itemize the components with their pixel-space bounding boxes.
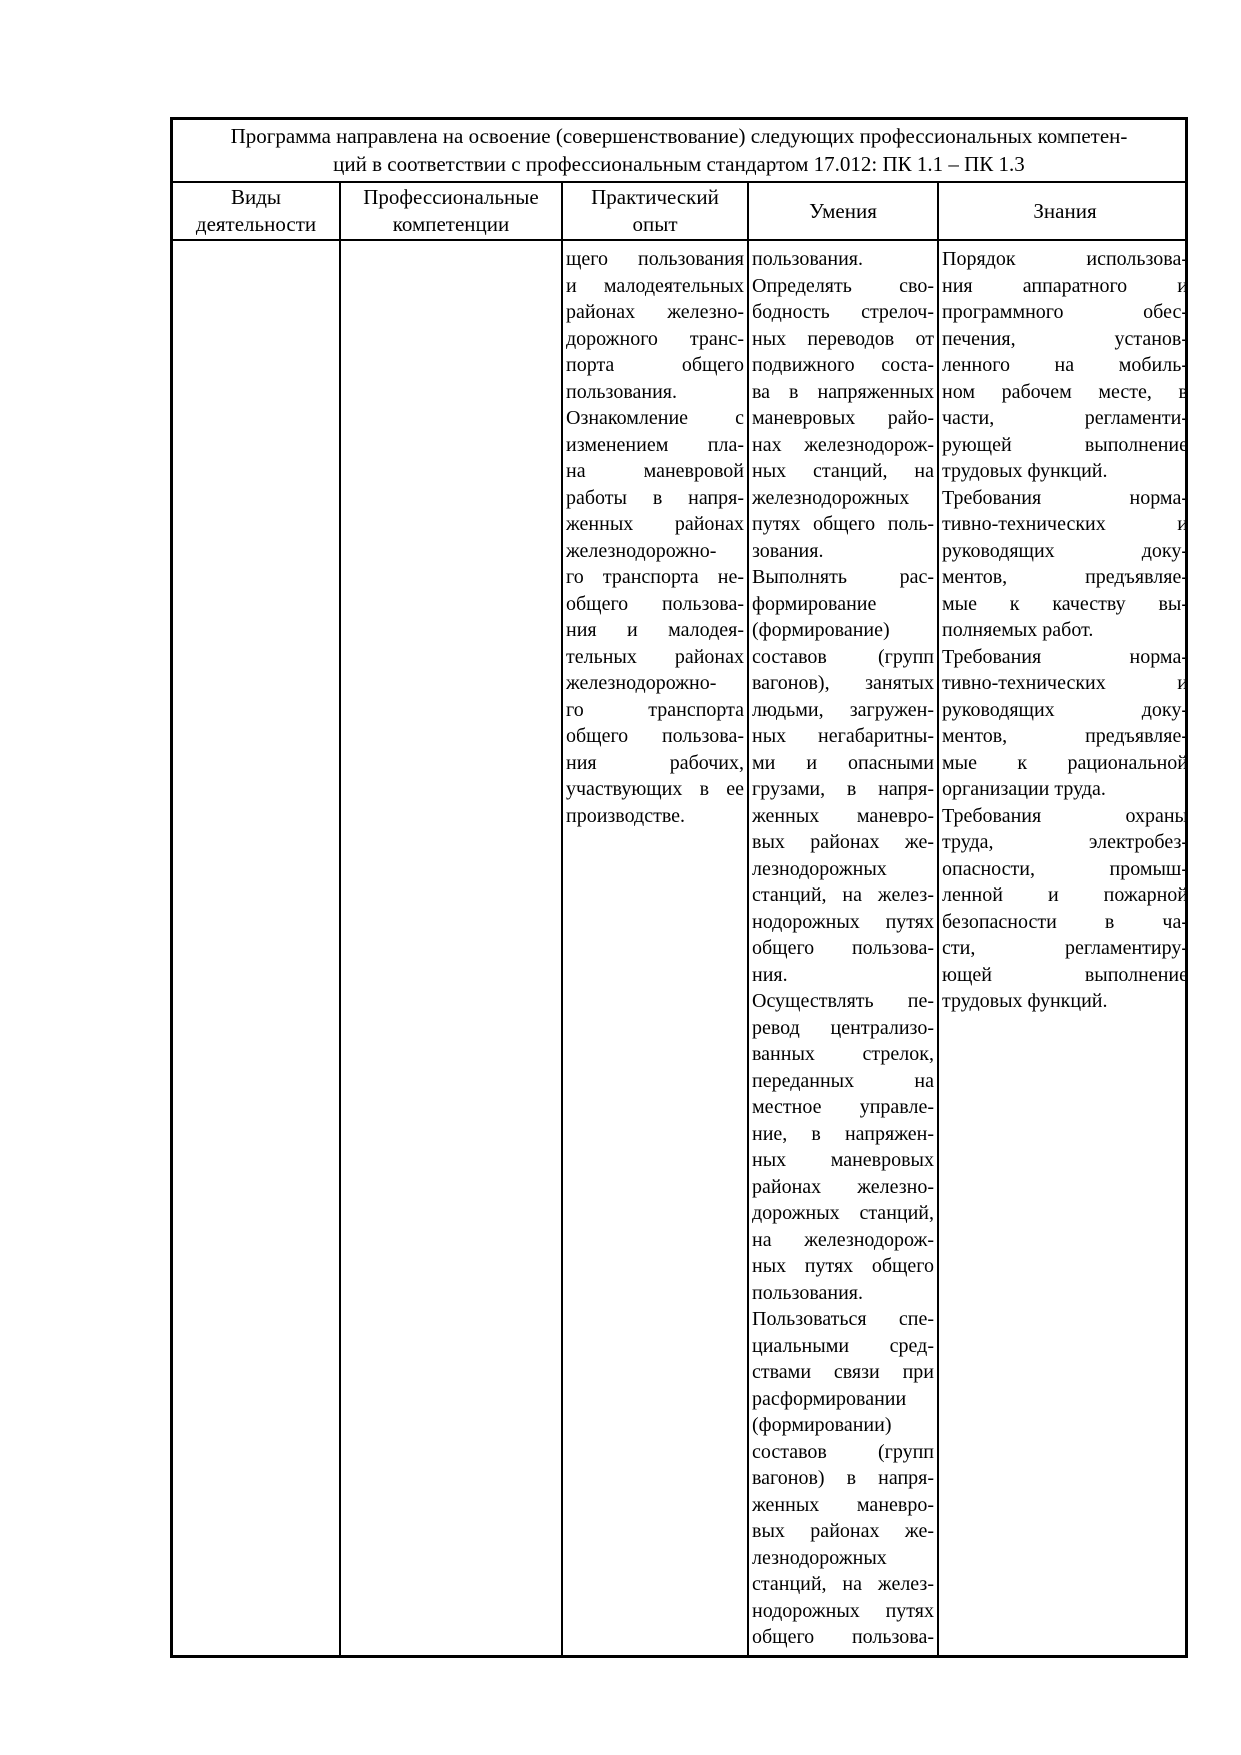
- text-line: ющей выполнение: [942, 963, 1188, 986]
- header-label-line: Профессиональные: [363, 185, 539, 209]
- header-label-line: Знания: [1033, 198, 1097, 223]
- text-line: общего пользова-: [566, 725, 744, 747]
- text-line: тивно-технических и: [942, 513, 1188, 535]
- text-line: районах железно-: [752, 1175, 934, 1198]
- text-line: Требования норма-: [942, 645, 1188, 668]
- text-line: циальными сред-: [752, 1334, 934, 1357]
- text-line: ментов, предъявляе-: [942, 725, 1188, 747]
- text-line: щего пользования: [566, 248, 744, 270]
- table-caption: [173, 120, 1185, 183]
- text-line: вагонов) в напря-: [752, 1467, 934, 1489]
- text-line: вагонов), занятых: [752, 672, 934, 694]
- table-body-row: [173, 241, 1188, 1655]
- text-line: Требования норма-: [942, 486, 1188, 509]
- text-line: нодорожных путях: [752, 1599, 934, 1622]
- text-line: Порядок использова-: [942, 248, 1188, 270]
- text-line: женных районах: [566, 513, 744, 535]
- text-line: ния и малодея-: [566, 619, 744, 641]
- text-line: на железнодорож-: [752, 1228, 934, 1251]
- text-line: зования.: [752, 539, 824, 562]
- text-line: женных маневро-: [752, 804, 934, 827]
- text-line: формирование: [752, 592, 877, 615]
- text-line: женных маневро-: [752, 1493, 934, 1516]
- text-line: ния рабочих,: [566, 751, 744, 774]
- text-line: ных переводов от: [752, 327, 934, 350]
- text-line: ревод централизо-: [752, 1016, 934, 1039]
- text-line: ленного на мобиль-: [942, 354, 1188, 376]
- text-line: ных станций, на: [752, 460, 934, 482]
- text-line: сти, регламентиру-: [942, 937, 1188, 959]
- text-line: грузами, в напря-: [752, 778, 934, 800]
- text-line: и малодеятельных: [566, 274, 744, 297]
- text-line: расформировании: [752, 1387, 907, 1410]
- text-line: Осуществлять пе-: [752, 990, 934, 1012]
- text-line: тивно-технических и: [942, 672, 1188, 694]
- text-line: (формировании): [752, 1414, 892, 1436]
- text-line: полняемых работ.: [942, 619, 1094, 641]
- text-line: составов (групп: [752, 1440, 934, 1463]
- text-line: людьми, загружен-: [752, 698, 934, 721]
- text-line: общего пользова-: [566, 592, 744, 615]
- text-line: переданных на: [752, 1069, 934, 1092]
- text-line: ном рабочем месте, в: [942, 380, 1188, 403]
- text-line: бодность стрелоч-: [752, 301, 934, 323]
- text-line: участвующих в ее: [566, 778, 744, 800]
- cell-umeniya: [749, 241, 939, 1655]
- header-label-line: Практический: [591, 185, 719, 209]
- text-line: руководящих доку-: [942, 539, 1188, 562]
- text-line: ных путях общего: [752, 1255, 934, 1277]
- text-line: местное управле-: [752, 1096, 934, 1118]
- text-line: го транспорта: [566, 698, 744, 721]
- text-line: путях общего поль-: [752, 513, 934, 535]
- text-line: вых районах же-: [752, 831, 934, 853]
- text-line: ми и опасными: [752, 751, 934, 774]
- text-line: тельных районах: [566, 645, 744, 668]
- text-line: районах железно-: [566, 301, 744, 323]
- header-prakticheskiy-opyt: [563, 183, 749, 239]
- text-line: безопасности в ча-: [942, 910, 1188, 933]
- header-label-line: опыт: [632, 212, 678, 236]
- text-line: железнодорожных: [752, 486, 910, 509]
- text-line: (формирование): [752, 619, 890, 641]
- text-line: подвижного соста-: [752, 354, 934, 376]
- text-line: программного обес-: [942, 301, 1188, 323]
- text-line: порта общего: [566, 354, 744, 376]
- caption-line-2: ций в соответствии с профессиональным стандартом 17.012: ПК 1.1 – ПК 1.3: [333, 152, 1025, 176]
- text-line: ленной и пожарной: [942, 884, 1188, 906]
- text-line: рующей выполнение: [942, 433, 1188, 456]
- text-line: пользования.: [566, 380, 677, 403]
- cell-professionalnye-kompetencii: [341, 241, 563, 1655]
- text-line: ствами связи при: [752, 1361, 934, 1383]
- text-line: руководящих доку-: [942, 698, 1188, 721]
- text-line: трудовых функций.: [942, 990, 1108, 1012]
- text-line: ние, в напряжен-: [752, 1122, 934, 1145]
- text-line: организации труда.: [942, 778, 1106, 800]
- header-vidy-deyatelnosti: [173, 183, 341, 239]
- text-line: на маневровой: [566, 460, 744, 482]
- text-line: изменением пла-: [566, 433, 744, 456]
- text-line: опасности, промыш-: [942, 857, 1188, 880]
- table-header-row: [173, 183, 1185, 241]
- text-line: печения, установ-: [942, 327, 1188, 350]
- text-line: общего пользова-: [752, 1626, 934, 1648]
- text-line: железнодорожно-: [566, 672, 717, 694]
- text-line: Определять сво-: [752, 274, 934, 297]
- text-line: труда, электробез-: [942, 831, 1188, 853]
- text-line: нодорожных путях: [752, 910, 934, 933]
- text-line: мые к качеству вы-: [942, 592, 1188, 615]
- header-label-line: Виды: [230, 185, 282, 209]
- text-line: дорожного транс-: [566, 327, 744, 350]
- text-line: вых районах же-: [752, 1520, 934, 1542]
- text-line: ния.: [752, 963, 788, 986]
- text-line: станций, на желез-: [752, 884, 934, 906]
- cell-prakticheskiy-opyt: [563, 241, 749, 1655]
- cell-znaniya: [939, 241, 1191, 1655]
- header-label-line: Умения: [809, 198, 877, 223]
- header-label-line: деятельности: [195, 212, 317, 236]
- text-line: пользования.: [752, 1281, 863, 1304]
- text-line: трудовых функций.: [942, 460, 1108, 482]
- text-line: мые к рациональной: [942, 751, 1188, 774]
- text-line: части, регламенти-: [942, 407, 1188, 429]
- text-line: ванных стрелок,: [752, 1043, 934, 1065]
- header-umeniya: [749, 183, 939, 239]
- cell-vidy-deyatelnosti: [173, 241, 341, 1655]
- text-line: Пользоваться спе-: [752, 1308, 934, 1330]
- text-line: ва в напряженных: [752, 380, 934, 403]
- text-line: дорожных станций,: [752, 1202, 934, 1224]
- text-line: производстве.: [566, 804, 686, 827]
- text-line: составов (групп: [752, 645, 934, 668]
- header-label-line: компетенции: [392, 212, 510, 236]
- text-line: Выполнять рас-: [752, 566, 934, 588]
- text-line: ния аппаратного и: [942, 274, 1188, 297]
- text-line: маневровых райо-: [752, 407, 934, 429]
- text-line: лезнодорожных: [752, 1546, 887, 1569]
- text-line: лезнодорожных: [752, 857, 887, 880]
- text-line: пользования.: [752, 248, 863, 270]
- caption-line-1: Программа направлена на освоение (совершенствование) следующих профессиональных компетен-: [230, 124, 1128, 148]
- text-line: железнодорожно-: [566, 539, 717, 562]
- header-professionalnye-kompetencii: [341, 183, 563, 239]
- competency-table: [170, 117, 1188, 1658]
- text-line: нах железнодорож-: [752, 433, 934, 456]
- text-line: Требования охраны: [942, 804, 1188, 827]
- text-line: работы в напря-: [566, 486, 744, 509]
- text-line: ных маневровых: [752, 1149, 934, 1171]
- text-line: го транспорта не-: [566, 566, 744, 588]
- text-line: ментов, предъявляе-: [942, 566, 1188, 588]
- text-line: ных негабаритны-: [752, 725, 934, 747]
- text-line: общего пользова-: [752, 937, 934, 959]
- header-znaniya: [939, 183, 1191, 239]
- text-line: станций, на желез-: [752, 1573, 934, 1595]
- text-line: Ознакомление с: [566, 407, 744, 429]
